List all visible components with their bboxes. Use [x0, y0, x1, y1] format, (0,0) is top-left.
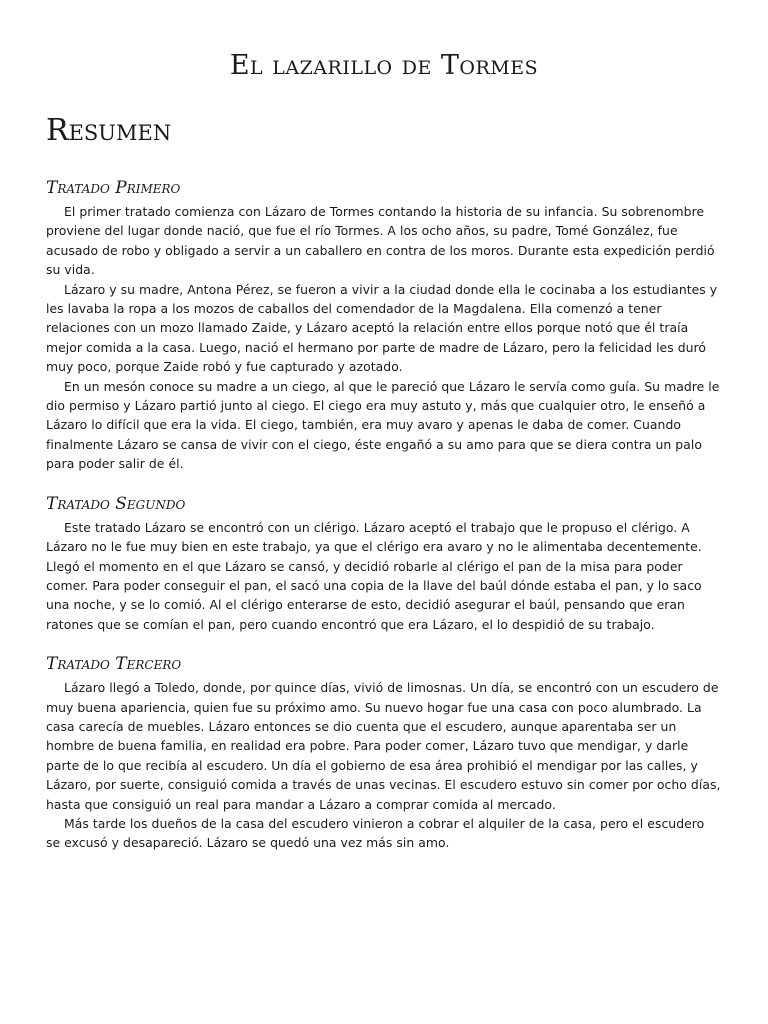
- document-title: El lazarillo de Tormes: [229, 50, 539, 81]
- chapter-body: [46, 202, 722, 474]
- paragraph: Más tarde los dueños de la casa del escudero vinieron a cobrar el alquiler de la casa, pero el escudero se excusó y desapareció. Lázaro se quedó una vez más sin amo.: [46, 815, 705, 851]
- chapter-heading: Tratado Segundo: [46, 493, 186, 514]
- chapter-heading: Tratado Primero: [46, 178, 181, 198]
- paragraph: En un mesón conoce su madre a un ciego, al que le pareció que Lázaro le servía como guía. Su madre le dio permiso y Lázaro partió junto al ciego. El ciego era muy astuto y, más que cualquier otro, le enseñó a Lázaro lo difícil que era la vida. El ciego, también, era muy avaro y apenas le daba de comer. Cuando finalmente Lázaro se cansa de vivir con el ciego, éste engañó a su amo para que se diera contra un palo para poder salir de él.: [46, 378, 720, 472]
- paragraph: Lázaro llegó a Toledo, donde, por quince días, vivió de limosnas. Un día, se encontró con un escudero de muy buena apariencia, quien fue su próximo amo. Su nuevo hogar fue una casa con poco alumbrado. La casa carecía de muebles. Lázaro entonces se dio cuenta que el escudero, aunque aparentaba ser un hombre de buena familia, en realidad era pobre. Para poder comer, Lázaro tuvo que mendigar, y darle parte de lo que recibía al escudero. Un día el gobierno de esa área prohibió el mendigar por las calles, y Lázaro, por suerte, consiguió comida a través de unas vecinas. El escudero estuvo sin comer por ocho días, hasta que consiguió un real para mandar a Lázaro a comprar comida al mercado.: [46, 680, 721, 812]
- section-heading-resumen: Resumen: [46, 113, 172, 148]
- paragraph: El primer tratado comienza con Lázaro de Tormes contando la historia de su infancia. Su sobrenombre proviene del lugar donde nació, que fue el río Tormes. A los ocho años, su padre, Tomé González, fue acusado de robo y obligado a servir a un caballero en contra de los moros. Durante esta expedición perdió su vida.: [46, 204, 715, 278]
- chapter-heading: Tratado Tercero: [46, 654, 182, 675]
- document-page: [46, 0, 722, 853]
- chapter-body: [46, 678, 722, 853]
- chapter-tratado-primero: [46, 178, 722, 474]
- chapter-tratado-segundo: [46, 494, 722, 634]
- chapter-tratado-tercero: [46, 654, 722, 853]
- paragraph: Este tratado Lázaro se encontró con un clérigo. Lázaro aceptó el trabajo que le propuso el clérigo. A Lázaro no le fue muy bien en este trabajo, ya que el clérigo era avaro y no le alimentaba decentemente. Llegó el momento en el que Lázaro se cansó, y decidió robarle al clérigo el pan de la misa para poder comer. Para poder conseguir el pan, el sacó una copia de la llave del baúl dónde estaba el pan, y lo saco una noche, y se lo comió. Al el clérigo enterarse de esto, decidió asegurar el baúl, pensando que eran ratones que se comían el pan, pero cuando encontró que era Lázaro, el lo despidió de su trabajo.: [46, 519, 702, 632]
- chapter-body: [46, 518, 722, 634]
- paragraph: Lázaro y su madre, Antona Pérez, se fueron a vivir a la ciudad donde ella le cocinaba a los estudiantes y les lavaba la ropa a los mozos de caballos del comendador de la Magdalena. Ella comenzó a tener relaciones con un mozo llamado Zaide, y Lázaro aceptó la relación entre ellos porque notó que él traía mejor comida a la casa. Luego, nació el hermano por parte de madre de Lázaro, pero la felicidad les duró muy poco, porque Zaide robó y fue capturado y azotado.: [46, 281, 718, 375]
